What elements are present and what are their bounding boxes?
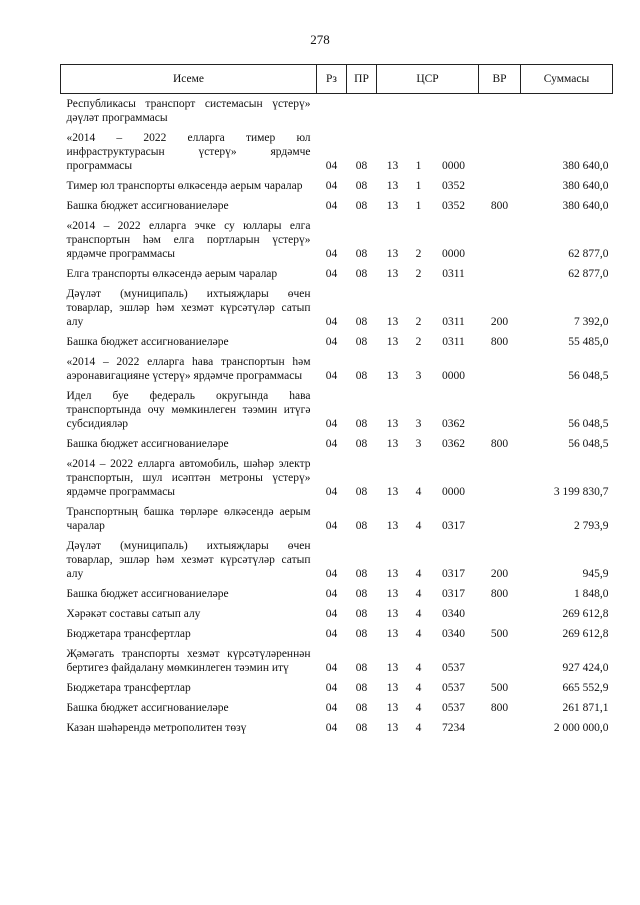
row-name: Елга транспорты өлкәсендә аерым чаралар <box>66 268 278 280</box>
row-pr: 08 <box>355 628 368 640</box>
budget-table <box>60 64 613 738</box>
row-csr-program: 13 <box>386 682 399 694</box>
row-csr-subprogram: 4 <box>415 588 422 600</box>
row-csr-subprogram: 4 <box>415 608 422 620</box>
table-body <box>61 94 613 739</box>
row-csr-subprogram: 2 <box>415 268 422 280</box>
row-csr-program: 13 <box>386 486 399 498</box>
row-sum: 1 848,0 <box>574 588 609 600</box>
row-name: Дәүләт (муниципаль) ихтыяҗлары өчен товарлар, эшләр һәм хезмәт күрсәтүләр сатып алу <box>66 540 311 580</box>
row-csr-subprogram <box>409 94 429 129</box>
table-row <box>61 128 613 176</box>
row-vr <box>479 352 521 386</box>
row-csr-subprogram: 4 <box>415 486 422 498</box>
row-csr-subprogram: 2 <box>415 248 422 260</box>
row-vr: 500 <box>490 628 509 640</box>
row-csr-code: 0000 <box>442 370 465 382</box>
row-sum: 269 612,8 <box>562 608 609 620</box>
row-csr-code: 0537 <box>442 662 465 674</box>
row-pr: 08 <box>355 418 368 430</box>
row-sum: 2 793,9 <box>574 520 609 532</box>
row-vr <box>479 644 521 678</box>
row-sum: 62 877,0 <box>568 248 609 260</box>
row-csr-code: 0317 <box>442 588 465 600</box>
row-csr-subprogram: 4 <box>415 682 422 694</box>
row-name: Башка бюджет ассигнованиеләре <box>66 336 229 348</box>
row-pr: 08 <box>355 200 368 212</box>
row-pr <box>347 94 377 129</box>
table-row <box>61 624 613 644</box>
row-csr-program: 13 <box>386 702 399 714</box>
row-sum: 380 640,0 <box>562 180 609 192</box>
row-sum: 55 485,0 <box>568 336 609 348</box>
row-pr: 08 <box>355 438 368 450</box>
row-vr: 800 <box>490 588 509 600</box>
row-pr: 08 <box>355 722 368 734</box>
row-name: Башка бюджет ассигнованиеләре <box>66 588 229 600</box>
table-row <box>61 584 613 604</box>
row-sum: 927 424,0 <box>562 662 609 674</box>
row-name: «2014 – 2022 елларга тимер юл инфраструктурасын үстерү» ярдәмче программасы <box>66 132 311 172</box>
row-rz: 04 <box>325 520 338 532</box>
row-name: Дәүләт (муниципаль) ихтыяҗлары өчен товарлар, эшләр һәм хезмәт күрсәтүләр сатып алу <box>66 288 311 328</box>
row-csr-subprogram: 3 <box>415 418 422 430</box>
row-vr <box>479 454 521 502</box>
row-sum: 56 048,5 <box>568 438 609 450</box>
row-rz: 04 <box>325 336 338 348</box>
row-vr <box>479 94 521 129</box>
row-rz: 04 <box>325 588 338 600</box>
row-vr <box>479 216 521 264</box>
row-name: Җәмәгать транспорты хезмәт күрсәтүләреннән бертигез файдалану мөмкинлеген тәэмин итү <box>66 648 311 674</box>
row-csr-subprogram: 4 <box>415 520 422 532</box>
row-vr <box>479 264 521 284</box>
row-name: «2014 – 2022 елларга һава транспортын һәм аэронавигацияне үстерү» ярдәмче программасы <box>66 356 311 382</box>
row-csr-code: 0352 <box>442 200 465 212</box>
row-csr-code: 0311 <box>442 336 465 348</box>
row-name: Тимер юл транспорты өлкәсендә аерым чаралар <box>66 180 303 192</box>
row-sum <box>521 94 613 129</box>
row-rz: 04 <box>325 180 338 192</box>
row-rz: 04 <box>325 160 338 172</box>
header-csr: ЦСР <box>377 65 479 94</box>
row-csr-subprogram: 3 <box>415 370 422 382</box>
row-rz: 04 <box>325 248 338 260</box>
row-csr-subprogram: 4 <box>415 628 422 640</box>
row-vr: 200 <box>490 316 509 328</box>
row-name: Бюджетара трансфертлар <box>66 682 191 694</box>
row-pr: 08 <box>355 370 368 382</box>
table-row <box>61 284 613 332</box>
row-pr: 08 <box>355 682 368 694</box>
row-pr: 08 <box>355 180 368 192</box>
row-csr-code: 0537 <box>442 702 465 714</box>
table-row <box>61 604 613 624</box>
row-sum: 945,9 <box>582 568 609 580</box>
row-csr-subprogram: 3 <box>415 438 422 450</box>
row-vr <box>479 604 521 624</box>
row-pr: 08 <box>355 662 368 674</box>
row-csr-program: 13 <box>386 722 399 734</box>
row-pr: 08 <box>355 520 368 532</box>
row-pr: 08 <box>355 160 368 172</box>
row-name: Идел буе федераль округында һава транспортында очу мөмкинлеген тәэмин итүгә субсидияләр <box>66 390 311 430</box>
row-name: Башка бюджет ассигнованиеләре <box>66 200 229 212</box>
row-pr: 08 <box>355 486 368 498</box>
table-row <box>61 216 613 264</box>
table-row <box>61 386 613 434</box>
row-name: Хәрәкәт составы сатып алу <box>66 608 201 620</box>
row-vr: 800 <box>490 336 509 348</box>
header-rz: Рз <box>317 65 347 94</box>
row-rz: 04 <box>325 702 338 714</box>
row-rz: 04 <box>325 608 338 620</box>
table-row <box>61 352 613 386</box>
row-sum: 665 552,9 <box>562 682 609 694</box>
page-number: 278 <box>310 32 330 47</box>
row-csr-subprogram: 1 <box>415 200 422 212</box>
header-vr: ВР <box>479 65 521 94</box>
table-row <box>61 94 613 129</box>
row-name: Республикасы транспорт системасын үстерү» дәүләт программасы <box>66 98 311 124</box>
row-csr-subprogram: 4 <box>415 662 422 674</box>
row-csr-program: 13 <box>386 370 399 382</box>
row-pr: 08 <box>355 248 368 260</box>
row-vr <box>479 128 521 176</box>
header-name: Исеме <box>61 65 317 94</box>
row-csr-subprogram: 4 <box>415 568 422 580</box>
row-name: Бюджетара трансфертлар <box>66 628 191 640</box>
row-csr-program: 13 <box>386 200 399 212</box>
row-csr-program <box>377 94 409 129</box>
row-sum: 56 048,5 <box>568 370 609 382</box>
row-csr-subprogram: 4 <box>415 702 422 714</box>
row-csr-code: 0000 <box>442 160 465 172</box>
row-vr: 800 <box>490 702 509 714</box>
row-name: «2014 – 2022 елларга эчке су юллары елга транспортын һәм елга портларын үстерү» ярдәмче программасы <box>66 220 311 260</box>
row-sum: 56 048,5 <box>568 418 609 430</box>
table-row <box>61 454 613 502</box>
row-csr-code: 0311 <box>442 316 465 328</box>
row-vr <box>479 176 521 196</box>
row-vr: 800 <box>490 438 509 450</box>
row-sum: 269 612,8 <box>562 628 609 640</box>
row-pr: 08 <box>355 588 368 600</box>
row-csr-program: 13 <box>386 628 399 640</box>
table-row <box>61 502 613 536</box>
table-row <box>61 264 613 284</box>
row-pr: 08 <box>355 316 368 328</box>
row-csr-code: 7234 <box>442 722 465 734</box>
row-sum: 3 199 830,7 <box>553 486 609 498</box>
row-csr-code: 0362 <box>442 418 465 430</box>
table-row <box>61 434 613 454</box>
table-row <box>61 196 613 216</box>
row-csr-subprogram: 2 <box>415 336 422 348</box>
row-vr <box>479 386 521 434</box>
row-rz: 04 <box>325 438 338 450</box>
row-csr-subprogram: 2 <box>415 316 422 328</box>
row-csr-program: 13 <box>386 418 399 430</box>
row-vr: 500 <box>490 682 509 694</box>
row-rz: 04 <box>325 722 338 734</box>
row-csr-program: 13 <box>386 248 399 260</box>
row-sum: 62 877,0 <box>568 268 609 280</box>
table-header <box>61 65 613 94</box>
row-rz: 04 <box>325 418 338 430</box>
row-csr-subprogram: 1 <box>415 160 422 172</box>
row-pr: 08 <box>355 608 368 620</box>
row-rz: 04 <box>325 200 338 212</box>
table-row <box>61 644 613 678</box>
row-sum: 7 392,0 <box>574 316 609 328</box>
row-rz: 04 <box>325 486 338 498</box>
row-csr-program: 13 <box>386 336 399 348</box>
row-name: Транспортның башка төрләре өлкәсендә аерым чаралар <box>66 506 311 532</box>
row-vr: 800 <box>490 200 509 212</box>
row-sum: 261 871,1 <box>562 702 609 714</box>
row-rz: 04 <box>325 316 338 328</box>
row-name: Башка бюджет ассигнованиеләре <box>66 438 229 450</box>
row-csr-subprogram: 4 <box>415 722 422 734</box>
row-csr-code: 0317 <box>442 568 465 580</box>
row-csr-program: 13 <box>386 662 399 674</box>
table-row <box>61 678 613 698</box>
row-csr-program: 13 <box>386 608 399 620</box>
row-name: Башка бюджет ассигнованиеләре <box>66 702 229 714</box>
row-csr-code <box>429 94 479 129</box>
row-vr <box>479 502 521 536</box>
row-csr-program: 13 <box>386 588 399 600</box>
row-pr: 08 <box>355 568 368 580</box>
row-csr-program: 13 <box>386 316 399 328</box>
header-pr: ПР <box>347 65 377 94</box>
row-vr <box>479 718 521 738</box>
row-sum: 380 640,0 <box>562 160 609 172</box>
row-vr: 200 <box>490 568 509 580</box>
row-csr-subprogram: 1 <box>415 180 422 192</box>
table-row <box>61 698 613 718</box>
row-csr-code: 0352 <box>442 180 465 192</box>
row-csr-code: 0000 <box>442 486 465 498</box>
row-rz: 04 <box>325 568 338 580</box>
row-sum: 2 000 000,0 <box>553 722 609 734</box>
row-name: Казан шәһәрендә метрополитен төзү <box>66 722 247 734</box>
row-csr-code: 0317 <box>442 520 465 532</box>
row-rz: 04 <box>325 662 338 674</box>
table-row <box>61 332 613 352</box>
row-csr-program: 13 <box>386 160 399 172</box>
row-csr-code: 0311 <box>442 268 465 280</box>
table-row <box>61 176 613 196</box>
row-csr-program: 13 <box>386 268 399 280</box>
row-rz: 04 <box>325 682 338 694</box>
row-csr-code: 0340 <box>442 628 465 640</box>
row-rz <box>317 94 347 129</box>
row-csr-program: 13 <box>386 520 399 532</box>
row-csr-code: 0000 <box>442 248 465 260</box>
row-csr-program: 13 <box>386 180 399 192</box>
row-rz: 04 <box>325 628 338 640</box>
row-sum: 380 640,0 <box>562 200 609 212</box>
table-row <box>61 718 613 738</box>
row-csr-program: 13 <box>386 568 399 580</box>
row-name: «2014 – 2022 елларга автомобиль, шәһәр электр транспортын, шул исәптән метроны үстерү» ярдәмче программасы <box>66 458 311 498</box>
row-rz: 04 <box>325 268 338 280</box>
row-csr-code: 0537 <box>442 682 465 694</box>
table-row <box>61 536 613 584</box>
row-pr: 08 <box>355 702 368 714</box>
row-rz: 04 <box>325 370 338 382</box>
row-csr-code: 0362 <box>442 438 465 450</box>
row-csr-program: 13 <box>386 438 399 450</box>
row-pr: 08 <box>355 336 368 348</box>
header-sum: Суммасы <box>521 65 613 94</box>
row-csr-code: 0340 <box>442 608 465 620</box>
row-pr: 08 <box>355 268 368 280</box>
